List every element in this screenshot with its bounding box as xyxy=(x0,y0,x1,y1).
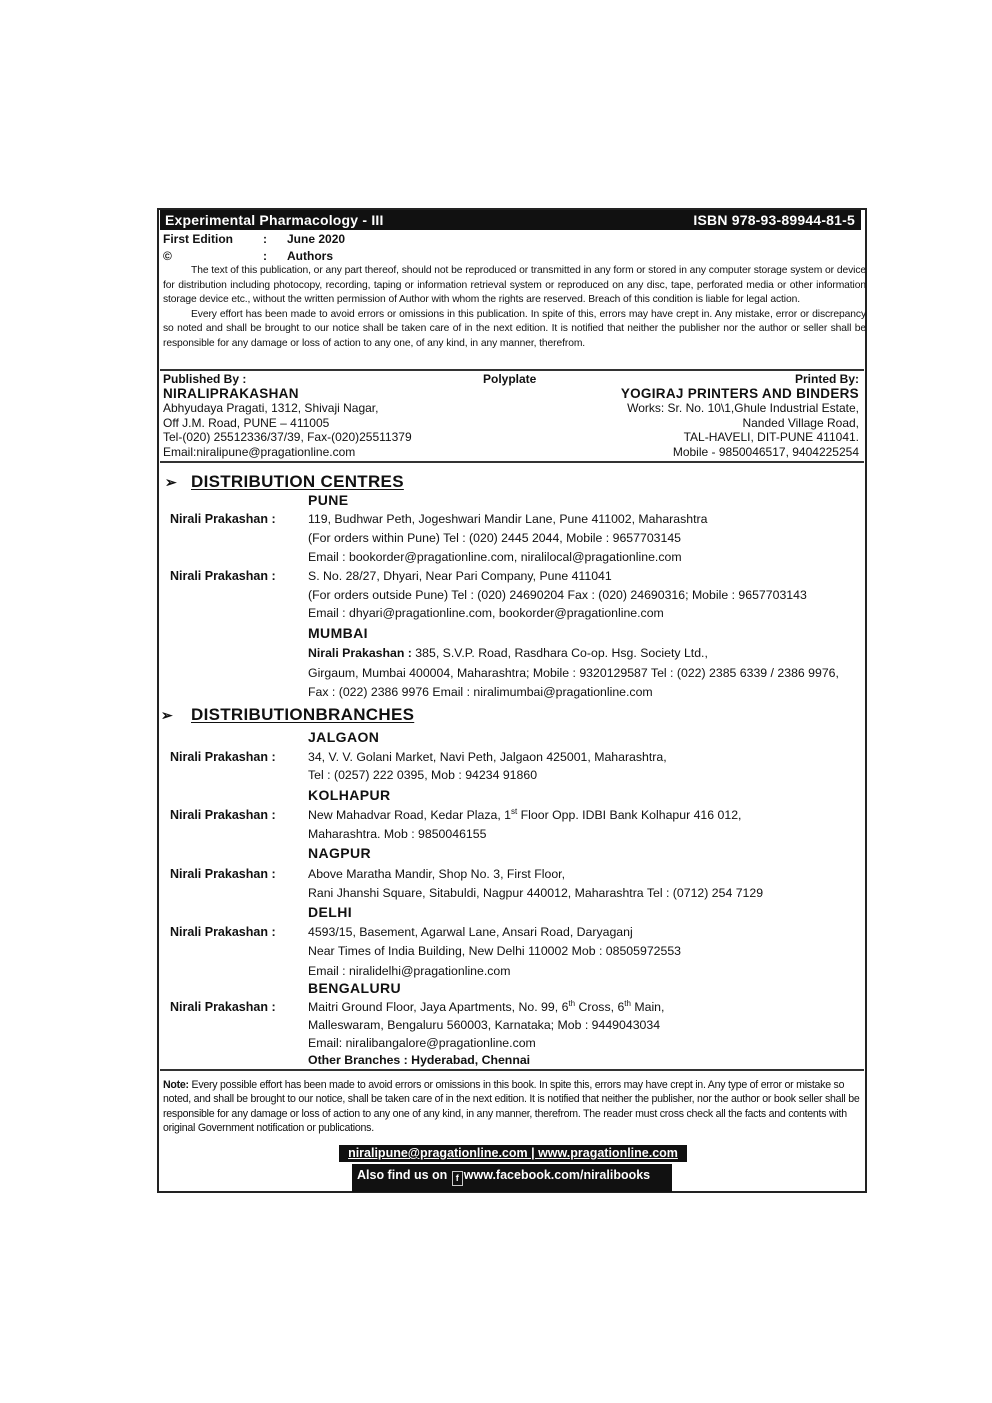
printer-mobile: Mobile - 9850046517, 9404225254 xyxy=(672,444,859,459)
ordinal-suffix: th xyxy=(624,998,631,1008)
isbn: ISBN 978-93-89944-81-5 xyxy=(693,212,855,228)
contact-links[interactable]: niralipune@pragationline.com | www.pragationline.com xyxy=(339,1145,687,1162)
city-pune: PUNE xyxy=(308,492,349,508)
address-line: 34, V. V. Golani Market, Navi Peth, Jalgaon 425001, Maharashtra, xyxy=(308,750,667,764)
address-line: Above Maratha Mandir, Shop No. 3, First Floor, xyxy=(308,867,565,881)
arrow-bullet-icon: ➢ xyxy=(161,707,174,723)
publisher-address-2: Off J.M. Road, PUNE – 411005 xyxy=(163,415,330,430)
address-line xyxy=(308,646,708,660)
address-line: 4593/15, Basement, Agarwal Lane, Ansari Road, Daryaganj xyxy=(308,925,633,939)
ordinal-suffix: st xyxy=(511,806,518,816)
city-bengaluru: BENGALURU xyxy=(308,980,402,996)
phone-line: Girgaum, Mumbai 400004, Maharashtra; Mobile : 9320129587 Tel : (022) 2385 6339 / 2386 9976, xyxy=(308,666,839,680)
distribution-centres-heading xyxy=(165,472,404,492)
note-block xyxy=(163,1078,863,1136)
printer-address-1: Works: Sr. No. 10\1,Ghule Industrial Estate, xyxy=(627,401,859,415)
phone-line: (For orders outside Pune) Tel : (020) 24690204 Fax : (020) 24690316; Mobile : 9657703143 xyxy=(308,588,807,602)
publisher-info xyxy=(163,372,412,459)
phone-line: (For orders within Pune) Tel : (020) 2445 2044, Mobile : 9657703145 xyxy=(308,531,682,545)
email-line: Email : bookorder@pragationline.com, niralilocal@pragationline.com xyxy=(308,550,682,564)
branch-label: Nirali Prakashan : xyxy=(170,1000,276,1014)
email-line: Email : dhyari@pragationline.com, bookorder@pragationline.com xyxy=(308,606,664,620)
address-line xyxy=(308,808,741,822)
address-text: Main, xyxy=(630,1000,665,1014)
edition-label: First Edition xyxy=(163,232,233,246)
copyright-label: © xyxy=(163,249,172,263)
address-text: New Mahadvar Road, Kedar Plaza, 1 xyxy=(308,808,512,822)
printer-info xyxy=(621,372,859,459)
publisher-phone: Tel-(020) 25512336/37/39, Fax-(020)25511379 xyxy=(163,430,412,444)
notice-paragraph-2: Every effort has been made to avoid errors or omissions in this publication. In spite of this, errors may have crept in. Any mistake, error or discrepancy so noted and shall be brought to our notice shall be taken care of in the next edition. It is notified that neither the publisher nor the author or seller shall be responsible for any damage or loss of action to any one, of any kind, in any manner, therefrom. xyxy=(163,308,866,349)
city-nagpur: NAGPUR xyxy=(308,845,372,861)
address-text: Maitri Ground Floor, Jaya Apartments, No. 99, 6 xyxy=(308,1000,569,1014)
city-mumbai: MUMBAI xyxy=(308,625,368,641)
social-bar xyxy=(352,1164,672,1192)
notice-paragraph-1: The text of this publication, or any part thereof, should not be reproduced or transmitted in any form or stored in any computer storage system or device for distribution including photocopy, recording, taping or information retrieval system or reproduced on any disc, tape, perforated media or other information storage device etc., without the written permission of Author with whom the rights are reserved. Breach of this condition is liable for legal action. xyxy=(163,265,866,306)
branch-label: Nirali Prakashan : xyxy=(170,867,276,881)
branch-label: Nirali Prakashan : xyxy=(170,925,276,939)
facebook-icon: f xyxy=(452,1171,463,1186)
heading-text: DISTRIBUTION CENTRES xyxy=(191,472,404,491)
publisher-email: Email:niralipune@pragationline.com xyxy=(163,444,356,459)
city-jalgaon: JALGAON xyxy=(308,729,380,745)
edition-value: June 2020 xyxy=(287,232,346,246)
facebook-link[interactable]: www.facebook.com/niralibooks xyxy=(463,1168,651,1182)
edition-row xyxy=(163,232,345,246)
arrow-bullet-icon: ➢ xyxy=(165,474,178,490)
address-text: 385, S.V.P. Road, Rasdhara Co-op. Hsg. Society Ltd., xyxy=(411,646,708,660)
email-line: Fax : (022) 2386 9976 Email : niralimumbai@pragationline.com xyxy=(308,685,653,699)
note-label: Note: xyxy=(163,1079,189,1091)
branch-label: Nirali Prakashan : xyxy=(170,808,276,822)
address-line xyxy=(308,1000,664,1014)
address-text: Floor Opp. IDBI Bank Kolhapur 416 012, xyxy=(517,808,742,822)
title-bar xyxy=(160,210,861,230)
publisher-printer-block xyxy=(163,372,863,462)
address-line: Rani Jhanshi Square, Sitabuldi, Nagpur 440012, Maharashtra Tel : (0712) 254 7129 xyxy=(308,886,764,900)
ordinal-suffix: th xyxy=(568,998,576,1008)
city-delhi: DELHI xyxy=(308,904,352,920)
polyplate-label: Polyplate xyxy=(483,372,537,386)
phone-line: Tel : (0257) 222 0395, Mob : 94234 91860 xyxy=(308,768,538,782)
divider xyxy=(160,369,864,371)
branch-label: Nirali Prakashan : xyxy=(170,512,276,526)
email-line: Email: niralibangalore@pragationline.com xyxy=(308,1036,536,1050)
printer-name: YOGIRAJ PRINTERS AND BINDERS xyxy=(620,385,859,401)
published-by-label: Published By : xyxy=(163,372,247,386)
copyright-row xyxy=(163,249,333,263)
separator: : xyxy=(263,232,267,246)
email-line: Email : niralidelhi@pragationline.com xyxy=(308,964,511,978)
city-kolhapur: KOLHAPUR xyxy=(308,787,391,803)
distribution-branches-heading xyxy=(161,705,414,725)
address-line: Malleswaram, Bengaluru 560003, Karnataka; Mob : 9449043034 xyxy=(308,1018,661,1032)
printed-by-label: Printed By: xyxy=(794,372,859,386)
address-line: S. No. 28/27, Dhyari, Near Pari Company, Pune 411041 xyxy=(308,569,612,583)
branch-label: Nirali Prakashan : xyxy=(170,569,276,583)
printer-address-3: TAL-HAVELI, DIT-PUNE 411041. xyxy=(683,430,859,444)
separator: : xyxy=(263,249,267,263)
other-branches: Other Branches : Hyderabad, Chennai xyxy=(308,1053,531,1067)
address-line: Near Times of India Building, New Delhi 110002 Mob : 08505972553 xyxy=(308,944,682,958)
address-line: Maharashtra. Mob : 9850046155 xyxy=(308,827,487,841)
heading-text: DISTRIBUTIONBRANCHES xyxy=(191,705,415,724)
divider xyxy=(160,1069,864,1071)
divider xyxy=(160,461,864,463)
address-line: 119, Budhwar Peth, Jogeshwari Mandir Lane, Pune 411002, Maharashtra xyxy=(308,512,708,526)
social-prefix: Also find us on xyxy=(357,1168,451,1182)
printer-address-2: Nanded Village Road, xyxy=(742,415,859,430)
address-text: Cross, 6 xyxy=(575,1000,625,1014)
branch-label: Nirali Prakashan : xyxy=(308,646,412,660)
copyright-value: Authors xyxy=(287,249,333,263)
note-text: Every possible effort has been made to avoid errors or omissions in this book. In spite this, errors may have crept in. Any type of error or mistake so noted, and shall be brought to our notice, shall be taken care of in the next edition. It is notified that neither the publisher, nor the author or book seller shall be responsible for any damage or loss of action to any one of any kind, in any manner, therefrom. The reader must cross check all the facts and contents with original Government notification or publications. xyxy=(163,1079,860,1135)
branch-label: Nirali Prakashan : xyxy=(170,750,276,764)
book-title: Experimental Pharmacology - III xyxy=(165,212,384,228)
publisher-address-1: Abhyudaya Pragati, 1312, Shivaji Nagar, xyxy=(163,401,379,415)
copyright-notice xyxy=(163,264,866,352)
publisher-name: NIRALIPRAKASHAN xyxy=(163,385,299,401)
